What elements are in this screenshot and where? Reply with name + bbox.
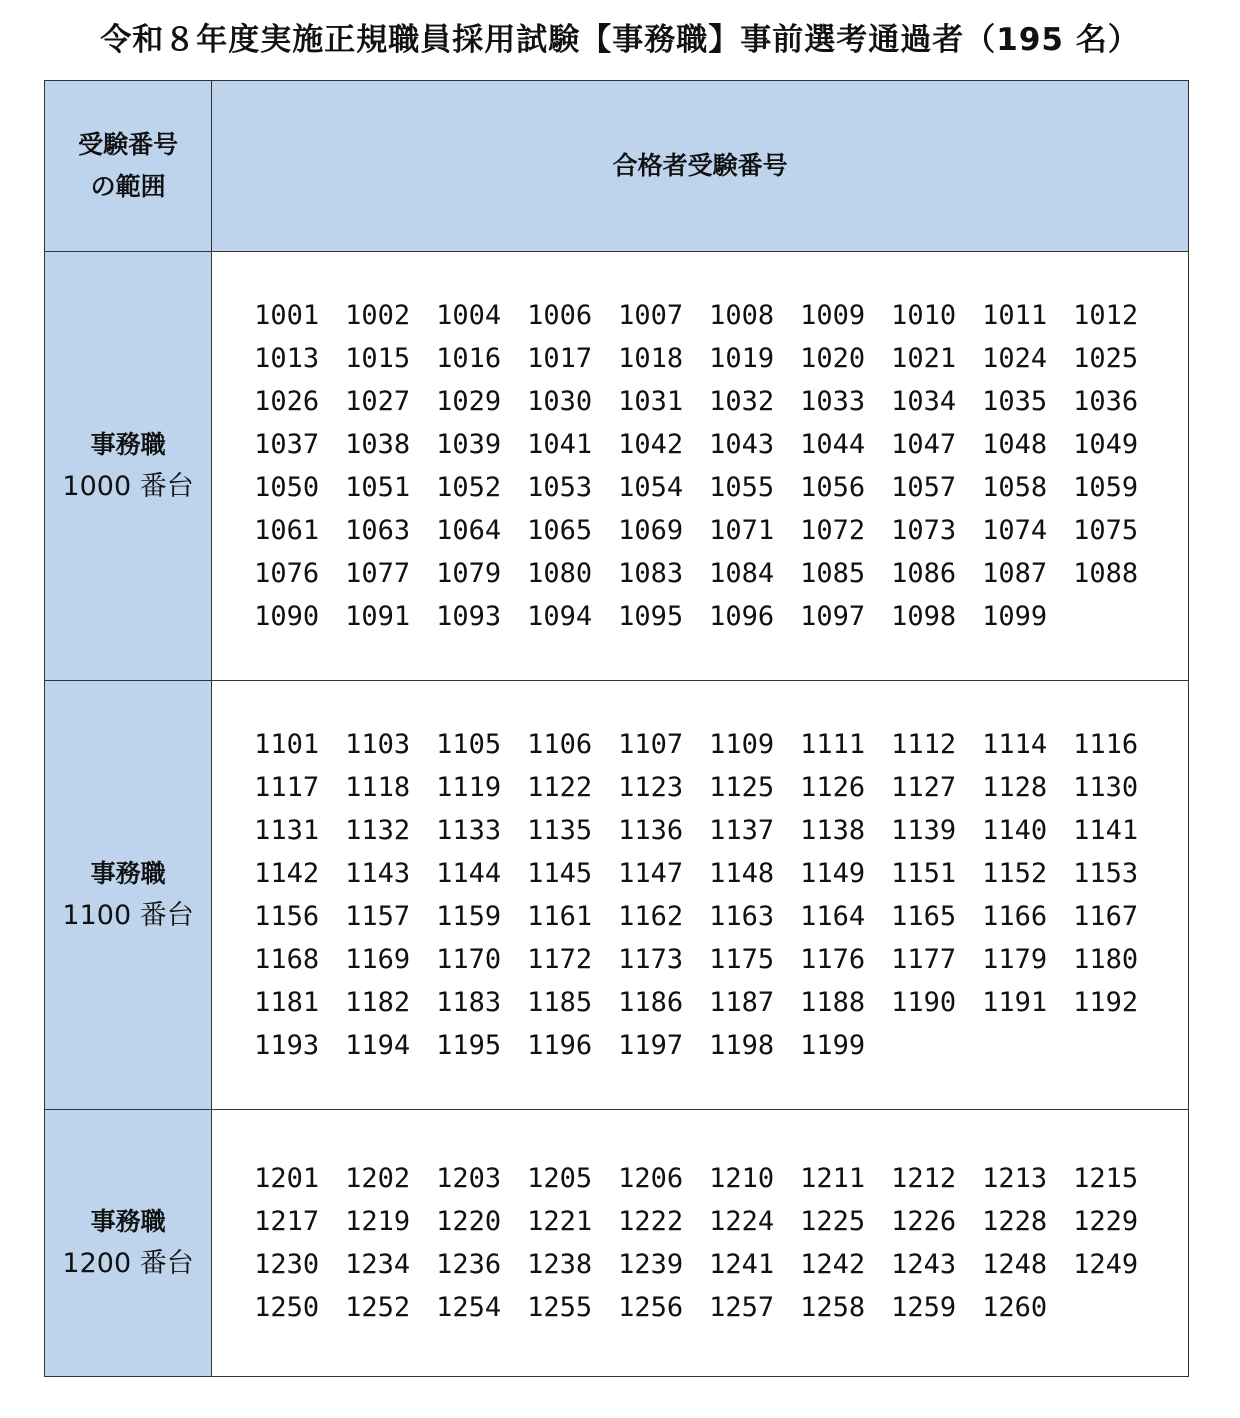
exam-number: 1191: [982, 987, 1048, 1018]
exam-number: 1021: [891, 343, 957, 374]
exam-number: 1217: [254, 1206, 320, 1237]
page-title: 令和８年度実施正規職員採用試験【事務職】事前選考通過者（195 名）: [100, 22, 1140, 58]
exam-number: 1257: [709, 1292, 775, 1323]
exam-number: 1030: [527, 386, 593, 417]
exam-number: 1107: [618, 729, 684, 760]
range-cell-1000: [45, 252, 212, 681]
exam-number: 1194: [345, 1030, 411, 1061]
exam-number: 1029: [436, 386, 502, 417]
exam-number: 1011: [982, 300, 1048, 331]
exam-number: 1205: [527, 1163, 593, 1194]
exam-number: 1008: [709, 300, 775, 331]
exam-number: 1051: [345, 472, 411, 503]
exam-number: 1041: [527, 429, 593, 460]
exam-number: 1222: [618, 1206, 684, 1237]
exam-number: 1203: [436, 1163, 502, 1194]
exam-number: 1111: [800, 729, 866, 760]
exam-number: 1093: [436, 601, 502, 632]
exam-number: 1166: [982, 901, 1048, 932]
exam-number: 1152: [982, 858, 1048, 889]
range-band: 1100 番台: [62, 900, 194, 931]
exam-number: 1221: [527, 1206, 593, 1237]
exam-number: 1173: [618, 944, 684, 975]
exam-number: 1234: [345, 1249, 411, 1280]
numbers-grid: [254, 1157, 1188, 1329]
exam-number: 1043: [709, 429, 775, 460]
exam-number: 1106: [527, 729, 593, 760]
exam-number: 1182: [345, 987, 411, 1018]
exam-number: 1258: [800, 1292, 866, 1323]
range-category: 事務職: [90, 859, 166, 888]
exam-number: 1193: [254, 1030, 320, 1061]
exam-number: 1001: [254, 300, 320, 331]
exam-number: 1004: [436, 300, 502, 331]
exam-number: 1230: [254, 1249, 320, 1280]
exam-number: 1219: [345, 1206, 411, 1237]
exam-number: 1162: [618, 901, 684, 932]
exam-number: 1157: [345, 901, 411, 932]
exam-number: 1063: [345, 515, 411, 546]
exam-number: 1057: [891, 472, 957, 503]
exam-number: 1047: [891, 429, 957, 460]
exam-number: 1236: [436, 1249, 502, 1280]
exam-number: 1083: [618, 558, 684, 589]
numbers-cell-1100: [212, 681, 1189, 1110]
exam-number: 1016: [436, 343, 502, 374]
numbers-cell-1200: [212, 1110, 1189, 1377]
exam-number: 1015: [345, 343, 411, 374]
exam-number: 1085: [800, 558, 866, 589]
exam-number: 1130: [1073, 772, 1139, 803]
exam-number: 1065: [527, 515, 593, 546]
exam-number: 1069: [618, 515, 684, 546]
exam-number: 1164: [800, 901, 866, 932]
exam-number: 1027: [345, 386, 411, 417]
exam-number: 1084: [709, 558, 775, 589]
exam-number: 1199: [800, 1030, 866, 1061]
range-band: 1200 番台: [62, 1248, 194, 1279]
exam-number: 1138: [800, 815, 866, 846]
exam-number: 1073: [891, 515, 957, 546]
exam-number: 1019: [709, 343, 775, 374]
exam-number: 1159: [436, 901, 502, 932]
exam-number: 1151: [891, 858, 957, 889]
numbers-header-label: 合格者受験番号: [612, 151, 788, 180]
exam-number: 1116: [1073, 729, 1139, 760]
exam-number: 1185: [527, 987, 593, 1018]
exam-number: 1010: [891, 300, 957, 331]
exam-number: 1170: [436, 944, 502, 975]
exam-number: 1128: [982, 772, 1048, 803]
exam-number: 1213: [982, 1163, 1048, 1194]
exam-number: 1254: [436, 1292, 502, 1323]
exam-number: 1220: [436, 1206, 502, 1237]
exam-number: 1206: [618, 1163, 684, 1194]
range-header-line1: 受験番号: [78, 130, 179, 159]
range-category: 事務職: [90, 430, 166, 459]
exam-number: 1096: [709, 601, 775, 632]
exam-number: 1087: [982, 558, 1048, 589]
exam-number: 1145: [527, 858, 593, 889]
exam-number: 1061: [254, 515, 320, 546]
exam-number: 1105: [436, 729, 502, 760]
exam-number: 1114: [982, 729, 1048, 760]
exam-number: 1190: [891, 987, 957, 1018]
exam-number: 1076: [254, 558, 320, 589]
exam-number: 1056: [800, 472, 866, 503]
exam-number: 1255: [527, 1292, 593, 1323]
exam-number: 1186: [618, 987, 684, 1018]
exam-number: 1018: [618, 343, 684, 374]
exam-number: 1032: [709, 386, 775, 417]
exam-number: 1036: [1073, 386, 1139, 417]
exam-number: 1168: [254, 944, 320, 975]
exam-number: 1144: [436, 858, 502, 889]
exam-number: 1103: [345, 729, 411, 760]
exam-number: 1101: [254, 729, 320, 760]
exam-number: 1009: [800, 300, 866, 331]
exam-number: 1136: [618, 815, 684, 846]
exam-number: 1161: [527, 901, 593, 932]
exam-number: 1242: [800, 1249, 866, 1280]
exam-number: 1044: [800, 429, 866, 460]
exam-number: 1050: [254, 472, 320, 503]
exam-number: 1038: [345, 429, 411, 460]
exam-number: 1090: [254, 601, 320, 632]
numbers-grid: [254, 723, 1188, 1067]
exam-number: 1034: [891, 386, 957, 417]
range-header-cell: [45, 81, 212, 252]
exam-number: 1119: [436, 772, 502, 803]
exam-number: 1033: [800, 386, 866, 417]
exam-number: 1133: [436, 815, 502, 846]
exam-number: 1075: [1073, 515, 1139, 546]
exam-number: 1080: [527, 558, 593, 589]
exam-number: 1052: [436, 472, 502, 503]
exam-number: 1117: [254, 772, 320, 803]
exam-number: 1249: [1073, 1249, 1139, 1280]
numbers-header-cell: [212, 81, 1189, 252]
exam-number: 1250: [254, 1292, 320, 1323]
exam-number: 1248: [982, 1249, 1048, 1280]
exam-number: 1175: [709, 944, 775, 975]
exam-number: 1125: [709, 772, 775, 803]
exam-number: 1071: [709, 515, 775, 546]
exam-number: 1196: [527, 1030, 593, 1061]
exam-number: 1192: [1073, 987, 1139, 1018]
exam-number: 1039: [436, 429, 502, 460]
exam-number: 1132: [345, 815, 411, 846]
exam-number: 1095: [618, 601, 684, 632]
exam-number: 1177: [891, 944, 957, 975]
exam-number: 1074: [982, 515, 1048, 546]
exam-number: 1026: [254, 386, 320, 417]
exam-number: 1260: [982, 1292, 1048, 1323]
exam-number: 1187: [709, 987, 775, 1018]
exam-number: 1118: [345, 772, 411, 803]
exam-number: 1131: [254, 815, 320, 846]
exam-number: 1215: [1073, 1163, 1139, 1194]
exam-number: 1143: [345, 858, 411, 889]
range-category: 事務職: [90, 1207, 166, 1236]
exam-number: 1142: [254, 858, 320, 889]
exam-number: 1123: [618, 772, 684, 803]
exam-number: 1212: [891, 1163, 957, 1194]
exam-number: 1109: [709, 729, 775, 760]
exam-number: 1241: [709, 1249, 775, 1280]
exam-number: 1122: [527, 772, 593, 803]
range-cell-1100: [45, 681, 212, 1110]
exam-number: 1035: [982, 386, 1048, 417]
exam-number: 1127: [891, 772, 957, 803]
exam-number: 1238: [527, 1249, 593, 1280]
exam-number: 1243: [891, 1249, 957, 1280]
range-cell-1200: [45, 1110, 212, 1377]
exam-number: 1053: [527, 472, 593, 503]
exam-number: 1141: [1073, 815, 1139, 846]
exam-number: 1165: [891, 901, 957, 932]
exam-number: 1148: [709, 858, 775, 889]
exam-number: 1042: [618, 429, 684, 460]
exam-number: 1198: [709, 1030, 775, 1061]
exam-number: 1135: [527, 815, 593, 846]
exam-number: 1239: [618, 1249, 684, 1280]
group-row-1000: [45, 252, 1189, 681]
exam-number: 1228: [982, 1206, 1048, 1237]
exam-number: 1183: [436, 987, 502, 1018]
group-row-1200: [45, 1110, 1189, 1377]
exam-number: 1097: [800, 601, 866, 632]
exam-number: 1210: [709, 1163, 775, 1194]
exam-number: 1147: [618, 858, 684, 889]
group-row-1100: [45, 681, 1189, 1110]
exam-number: 1054: [618, 472, 684, 503]
exam-number: 1079: [436, 558, 502, 589]
exam-number: 1017: [527, 343, 593, 374]
exam-number: 1180: [1073, 944, 1139, 975]
exam-number: 1099: [982, 601, 1048, 632]
exam-number: 1211: [800, 1163, 866, 1194]
exam-number: 1197: [618, 1030, 684, 1061]
exam-number: 1252: [345, 1292, 411, 1323]
exam-number: 1088: [1073, 558, 1139, 589]
exam-number: 1055: [709, 472, 775, 503]
exam-number: 1037: [254, 429, 320, 460]
exam-number: 1072: [800, 515, 866, 546]
exam-number: 1086: [891, 558, 957, 589]
exam-number: 1256: [618, 1292, 684, 1323]
exam-number: 1020: [800, 343, 866, 374]
exam-number: 1201: [254, 1163, 320, 1194]
exam-number: 1112: [891, 729, 957, 760]
exam-number: 1126: [800, 772, 866, 803]
exam-number: 1156: [254, 901, 320, 932]
exam-number: 1167: [1073, 901, 1139, 932]
exam-number: 1077: [345, 558, 411, 589]
exam-number: 1225: [800, 1206, 866, 1237]
exam-number: 1094: [527, 601, 593, 632]
exam-number: 1058: [982, 472, 1048, 503]
exam-number: 1031: [618, 386, 684, 417]
exam-number: 1224: [709, 1206, 775, 1237]
numbers-cell-1000: [212, 252, 1189, 681]
exam-number: 1049: [1073, 429, 1139, 460]
exam-number: 1098: [891, 601, 957, 632]
results-table: [44, 80, 1189, 1377]
exam-number: 1137: [709, 815, 775, 846]
exam-number: 1139: [891, 815, 957, 846]
exam-number: 1176: [800, 944, 866, 975]
exam-number: 1153: [1073, 858, 1139, 889]
exam-number: 1059: [1073, 472, 1139, 503]
exam-number: 1229: [1073, 1206, 1139, 1237]
exam-number: 1259: [891, 1292, 957, 1323]
exam-number: 1188: [800, 987, 866, 1018]
exam-number: 1195: [436, 1030, 502, 1061]
exam-number: 1163: [709, 901, 775, 932]
exam-number: 1024: [982, 343, 1048, 374]
exam-number: 1007: [618, 300, 684, 331]
exam-number: 1149: [800, 858, 866, 889]
range-header-line2: の範囲: [90, 172, 166, 201]
exam-number: 1025: [1073, 343, 1139, 374]
exam-number: 1140: [982, 815, 1048, 846]
exam-number: 1169: [345, 944, 411, 975]
exam-number: 1202: [345, 1163, 411, 1194]
exam-number: 1013: [254, 343, 320, 374]
table-header-row: [45, 81, 1189, 252]
exam-number: 1226: [891, 1206, 957, 1237]
exam-number: 1006: [527, 300, 593, 331]
exam-number: 1064: [436, 515, 502, 546]
exam-number: 1048: [982, 429, 1048, 460]
numbers-grid: [254, 294, 1188, 638]
exam-number: 1091: [345, 601, 411, 632]
exam-number: 1179: [982, 944, 1048, 975]
exam-number: 1181: [254, 987, 320, 1018]
range-band: 1000 番台: [62, 471, 194, 502]
exam-number: 1172: [527, 944, 593, 975]
exam-number: 1002: [345, 300, 411, 331]
exam-number: 1012: [1073, 300, 1139, 331]
